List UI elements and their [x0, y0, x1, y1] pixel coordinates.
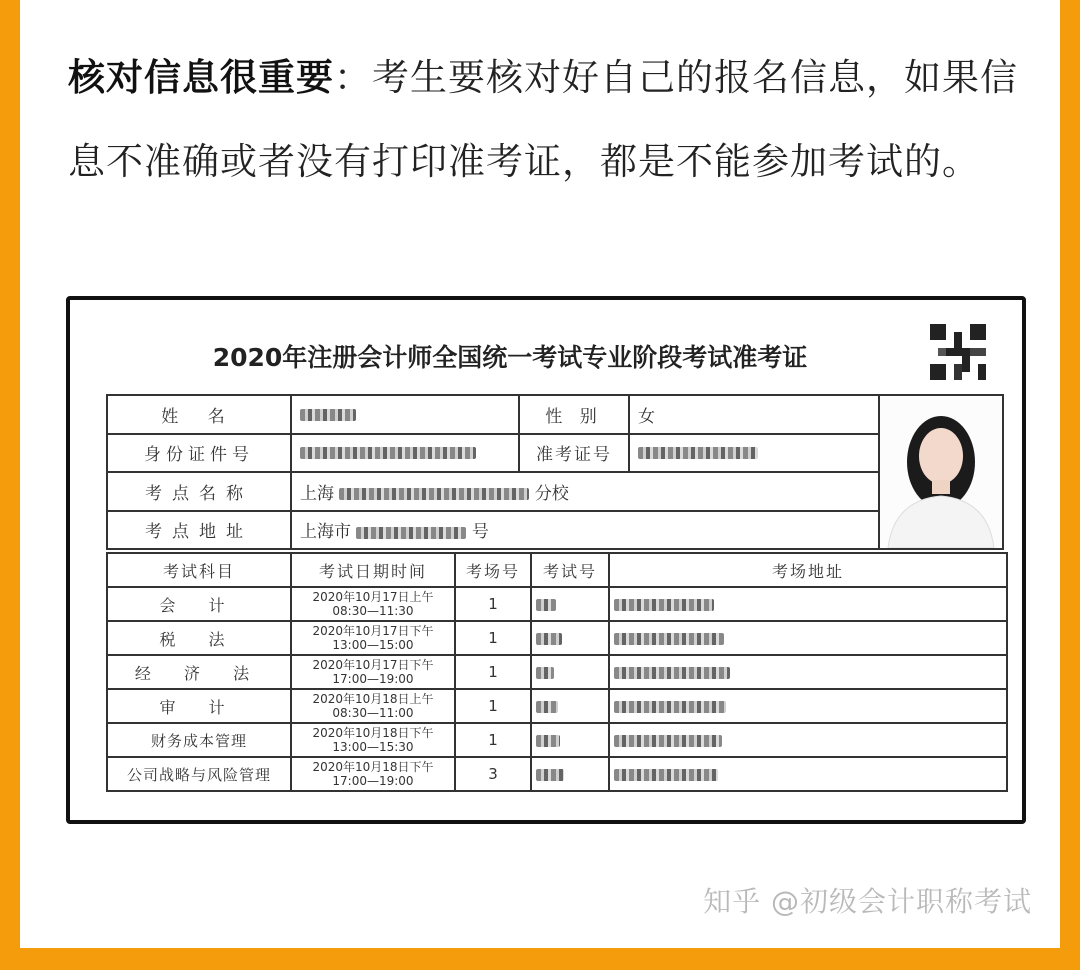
exam-schedule-table — [106, 552, 1008, 792]
label-id: 身份证件号 — [107, 434, 291, 473]
exam-address-redacted — [609, 757, 1007, 791]
exam-address-redacted — [609, 621, 1007, 655]
exam-no-redacted — [531, 723, 609, 757]
label-name: 姓 名 — [107, 395, 291, 434]
exam-address-redacted — [609, 587, 1007, 621]
header-address: 考场地址 — [609, 553, 1007, 587]
value-site-address — [291, 511, 879, 550]
label-ticket-no: 准考证号 — [519, 434, 629, 473]
ticket-title: 2020年注册会计师全国统一考试专业阶段考试准考证 — [212, 343, 808, 372]
table-row — [107, 723, 1007, 757]
candidate-photo — [880, 396, 1002, 548]
table-row — [107, 621, 1007, 655]
exam-no-redacted — [531, 757, 609, 791]
intro-bold-heading: 核对信息很重要 — [68, 56, 334, 99]
exam-address-redacted — [609, 689, 1007, 723]
value-ticket-no-redacted — [629, 434, 879, 473]
exam-address-redacted — [609, 723, 1007, 757]
site-name-prefix: 上海 — [300, 483, 334, 504]
zhihu-watermark: 知乎 @初级会计职称考试 — [703, 885, 1032, 918]
value-gender: 女 — [629, 395, 879, 434]
table-row — [107, 689, 1007, 723]
exam-subject: 税 法 — [107, 621, 291, 655]
label-gender: 性 别 — [519, 395, 629, 434]
article-page — [20, 0, 1060, 948]
exam-address-redacted — [609, 655, 1007, 689]
table-row — [107, 587, 1007, 621]
value-name-redacted — [291, 395, 519, 434]
exam-datetime: 2020年10月18日下午 13:00—15:30 — [291, 723, 455, 757]
label-site-address: 考点地址 — [107, 511, 291, 550]
exam-room: 1 — [455, 689, 531, 723]
exam-subject: 财务成本管理 — [107, 723, 291, 757]
exam-no-redacted — [531, 655, 609, 689]
label-site-name: 考点名称 — [107, 472, 291, 511]
exam-subject: 公司战略与风险管理 — [107, 757, 291, 791]
site-addr-prefix: 上海市 — [300, 522, 351, 543]
admission-ticket-image — [66, 296, 1026, 824]
exam-subject: 经 济 法 — [107, 655, 291, 689]
table-row — [107, 757, 1007, 791]
qr-code-icon — [930, 324, 986, 380]
exam-subject: 会 计 — [107, 587, 291, 621]
exam-no-redacted — [531, 587, 609, 621]
candidate-info-table — [106, 394, 1004, 550]
exam-room: 1 — [455, 723, 531, 757]
header-datetime: 考试日期时间 — [291, 553, 455, 587]
exam-datetime: 2020年10月18日下午 17:00—19:00 — [291, 757, 455, 791]
header-exam-no: 考试号 — [531, 553, 609, 587]
exam-room: 1 — [455, 621, 531, 655]
header-subject: 考试科目 — [107, 553, 291, 587]
intro-colon: ： — [334, 56, 372, 99]
intro-text: 考生要核对好自己的报名信息，如果信息不准确或者没有打印准考证，都是不能参加考试的。 — [68, 56, 1018, 183]
value-id-redacted — [291, 434, 519, 473]
exam-datetime: 2020年10月17日上午 08:30—11:30 — [291, 587, 455, 621]
exam-datetime: 2020年10月18日上午 08:30—11:00 — [291, 689, 455, 723]
exam-room: 1 — [455, 587, 531, 621]
exam-room: 1 — [455, 655, 531, 689]
table-row — [107, 655, 1007, 689]
exam-no-redacted — [531, 689, 609, 723]
site-addr-suffix: 号 — [471, 522, 489, 543]
intro-paragraph — [68, 36, 1038, 204]
photo-cell — [879, 395, 1003, 549]
exam-datetime: 2020年10月17日下午 13:00—15:00 — [291, 621, 455, 655]
exam-header-row — [107, 553, 1007, 587]
value-site-name — [291, 472, 879, 511]
header-room: 考场号 — [455, 553, 531, 587]
exam-datetime: 2020年10月17日下午 17:00—19:00 — [291, 655, 455, 689]
exam-no-redacted — [531, 621, 609, 655]
exam-subject: 审 计 — [107, 689, 291, 723]
exam-room: 3 — [455, 757, 531, 791]
site-name-suffix: 分校 — [534, 483, 569, 504]
